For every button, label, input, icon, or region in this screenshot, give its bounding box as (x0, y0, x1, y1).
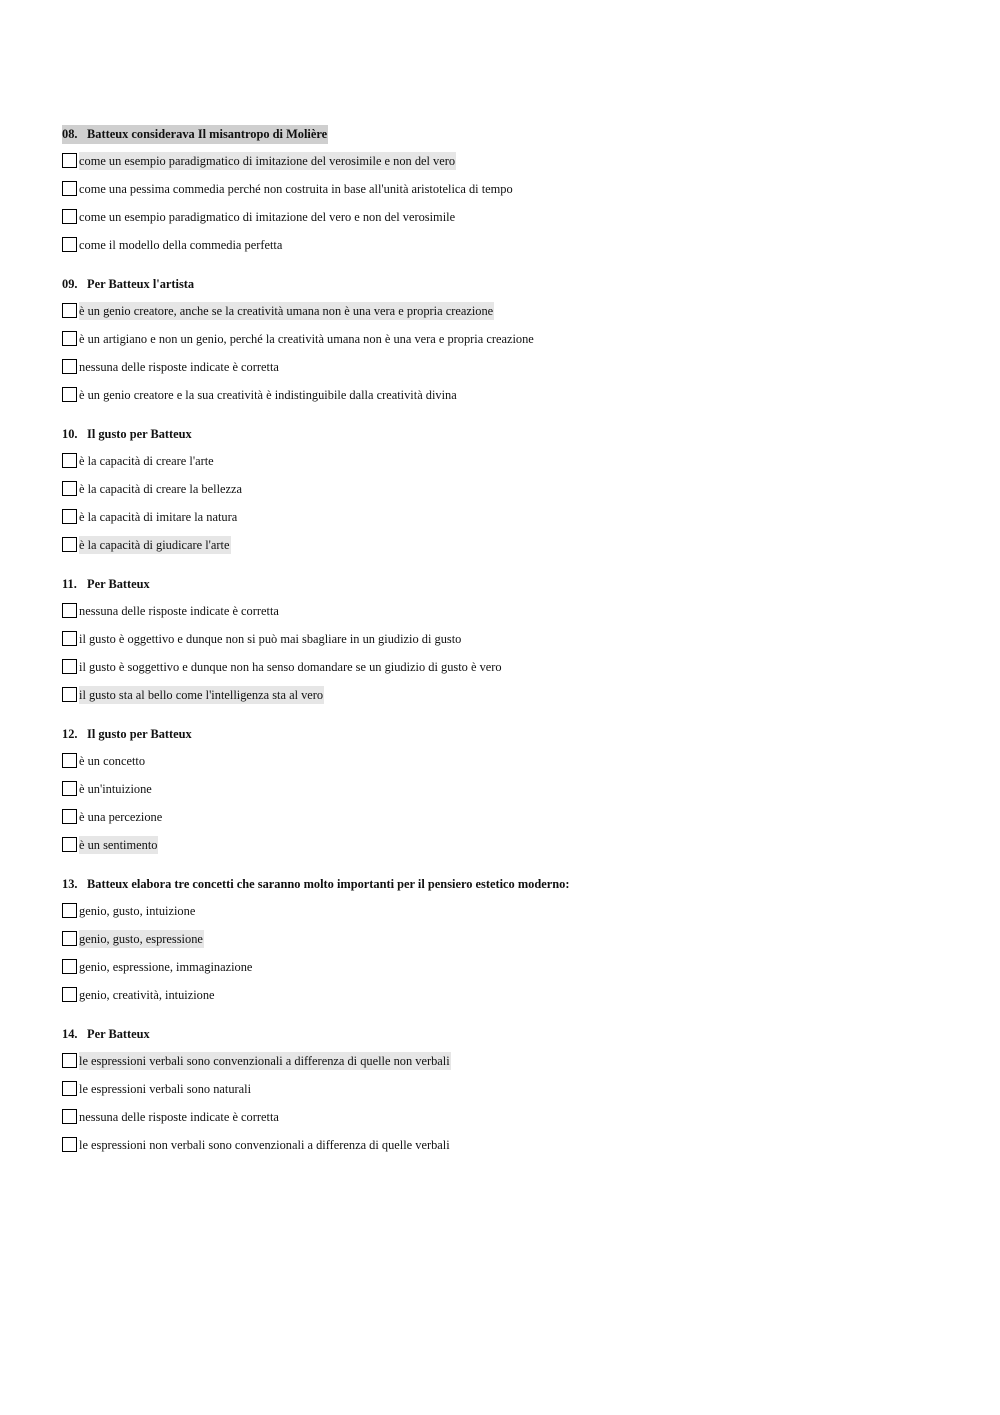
answer-text: è un genio creatore e la sua creatività è indistinguibile dalla creatività divina (79, 388, 457, 402)
question-number: 12. (62, 727, 78, 741)
answer-checkbox[interactable] (62, 809, 77, 824)
question-text: Il gusto per Batteux (87, 427, 192, 441)
answer-checkbox[interactable] (62, 181, 77, 196)
answer-text: il gusto sta al bello come l'intelligenza sta al vero (79, 688, 324, 702)
answer-options (62, 602, 962, 714)
answer-text: il gusto è oggettivo e dunque non si può mai sbagliare in un giudizio di gusto (79, 632, 462, 646)
answer-text: è un artigiano e non un genio, perché la creatività umana non è una vera e propria creazione (79, 332, 534, 346)
quiz (62, 125, 962, 1175)
answer-text: come il modello della commedia perfetta (79, 238, 283, 252)
answer-option[interactable] (62, 658, 962, 686)
answer-text: è un sentimento (79, 838, 158, 852)
answer-options (62, 1052, 962, 1164)
answer-checkbox[interactable] (62, 931, 77, 946)
answer-text: come un esempio paradigmatico di imitazione del verosimile e non del vero (79, 154, 456, 168)
question-number: 08. (62, 127, 78, 141)
answer-text: è un concetto (79, 754, 146, 768)
answer-option[interactable] (62, 358, 962, 386)
answer-option[interactable] (62, 236, 962, 264)
answer-text: genio, creatività, intuizione (79, 988, 215, 1002)
answer-option[interactable] (62, 808, 962, 836)
question-title (62, 275, 195, 294)
answer-checkbox[interactable] (62, 659, 77, 674)
answer-option[interactable] (62, 330, 962, 358)
answer-checkbox[interactable] (62, 837, 77, 852)
question-number: 11. (62, 577, 77, 591)
answer-option[interactable] (62, 752, 962, 780)
answer-option[interactable] (62, 452, 962, 480)
answer-checkbox[interactable] (62, 509, 77, 524)
answer-text: nessuna delle risposte indicate è corretta (79, 360, 279, 374)
answer-checkbox[interactable] (62, 1053, 77, 1068)
answer-checkbox[interactable] (62, 753, 77, 768)
answer-option[interactable] (62, 836, 962, 864)
answer-text: come una pessima commedia perché non costruita in base all'unità aristotelica di tempo (79, 182, 513, 196)
answer-text: come un esempio paradigmatico di imitazione del vero e non del verosimile (79, 210, 456, 224)
answer-checkbox[interactable] (62, 209, 77, 224)
question-text: Per Batteux l'artista (87, 277, 195, 291)
question-title (62, 125, 328, 144)
question-text: Batteux considerava Il misantropo di Molière (87, 127, 328, 141)
answer-checkbox[interactable] (62, 153, 77, 168)
answer-text: è la capacità di imitare la natura (79, 510, 238, 524)
answer-option[interactable] (62, 986, 962, 1014)
answer-options (62, 902, 962, 1014)
answer-checkbox[interactable] (62, 1109, 77, 1124)
answer-option[interactable] (62, 930, 962, 958)
question-title (62, 575, 151, 594)
answer-option[interactable] (62, 1136, 962, 1164)
answer-text: è la capacità di giudicare l'arte (79, 538, 230, 552)
answer-checkbox[interactable] (62, 537, 77, 552)
answer-checkbox[interactable] (62, 237, 77, 252)
question-text: Per Batteux (87, 577, 150, 591)
question-10 (62, 425, 962, 564)
answer-option[interactable] (62, 208, 962, 236)
answer-option[interactable] (62, 536, 962, 564)
answer-checkbox[interactable] (62, 903, 77, 918)
answer-checkbox[interactable] (62, 687, 77, 702)
answer-checkbox[interactable] (62, 959, 77, 974)
answer-option[interactable] (62, 180, 962, 208)
answer-text: è una percezione (79, 810, 163, 824)
answer-option[interactable] (62, 1080, 962, 1108)
question-09 (62, 275, 962, 414)
answer-option[interactable] (62, 386, 962, 414)
answer-option[interactable] (62, 686, 962, 714)
answer-option[interactable] (62, 958, 962, 986)
answer-text: è la capacità di creare la bellezza (79, 482, 243, 496)
question-text: Il gusto per Batteux (87, 727, 192, 741)
answer-option[interactable] (62, 1052, 962, 1080)
answer-text: le espressioni non verbali sono convenzionali a differenza di quelle verbali (79, 1138, 450, 1152)
answer-text: genio, gusto, intuizione (79, 904, 196, 918)
question-text: Per Batteux (87, 1027, 150, 1041)
question-14 (62, 1025, 962, 1164)
answer-text: nessuna delle risposte indicate è corretta (79, 1110, 279, 1124)
answer-checkbox[interactable] (62, 631, 77, 646)
question-title (62, 425, 193, 444)
answer-text: le espressioni verbali sono convenzionali a differenza di quelle non verbali (79, 1054, 450, 1068)
answer-checkbox[interactable] (62, 781, 77, 796)
answer-checkbox[interactable] (62, 453, 77, 468)
question-title (62, 725, 193, 744)
answer-text: le espressioni verbali sono naturali (79, 1082, 252, 1096)
question-number: 09. (62, 277, 78, 291)
answer-option[interactable] (62, 152, 962, 180)
answer-options (62, 752, 962, 864)
answer-checkbox[interactable] (62, 331, 77, 346)
question-12 (62, 725, 962, 864)
answer-option[interactable] (62, 902, 962, 930)
answer-option[interactable] (62, 480, 962, 508)
answer-option[interactable] (62, 630, 962, 658)
answer-checkbox[interactable] (62, 303, 77, 318)
answer-checkbox[interactable] (62, 481, 77, 496)
answer-option[interactable] (62, 302, 962, 330)
question-13 (62, 875, 962, 1014)
answer-option[interactable] (62, 780, 962, 808)
question-08 (62, 125, 962, 264)
answer-checkbox[interactable] (62, 359, 77, 374)
answer-text: nessuna delle risposte indicate è corretta (79, 604, 279, 618)
answer-checkbox[interactable] (62, 603, 77, 618)
answer-text: il gusto è soggettivo e dunque non ha senso domandare se un giudizio di gusto è vero (79, 660, 502, 674)
question-number: 10. (62, 427, 78, 441)
answer-text: è la capacità di creare l'arte (79, 454, 214, 468)
answer-checkbox[interactable] (62, 1137, 77, 1152)
answer-checkbox[interactable] (62, 387, 77, 402)
answer-options (62, 302, 962, 414)
question-text: Batteux elabora tre concetti che saranno molto importanti per il pensiero estetico moderno: (87, 877, 570, 891)
answer-checkbox[interactable] (62, 1081, 77, 1096)
question-number: 14. (62, 1027, 78, 1041)
answer-option[interactable] (62, 602, 962, 630)
answer-text: genio, gusto, espressione (79, 932, 203, 946)
answer-text: genio, espressione, immaginazione (79, 960, 253, 974)
question-title (62, 875, 570, 894)
answer-text: è un genio creatore, anche se la creatività umana non è una vera e propria creazione (79, 304, 494, 318)
answer-option[interactable] (62, 508, 962, 536)
answer-options (62, 152, 962, 264)
question-title (62, 1025, 151, 1044)
answer-text: è un'intuizione (79, 782, 152, 796)
answer-checkbox[interactable] (62, 987, 77, 1002)
answer-options (62, 452, 962, 564)
question-number: 13. (62, 877, 78, 891)
question-11 (62, 575, 962, 714)
answer-option[interactable] (62, 1108, 962, 1136)
